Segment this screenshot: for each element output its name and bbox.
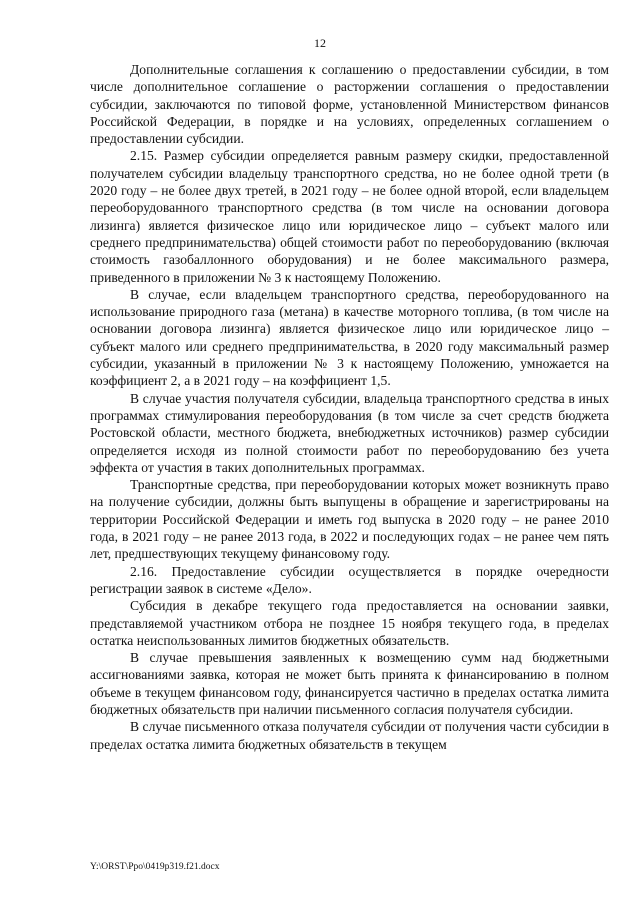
- file-path-footer: Y:\ORST\Ppo\0419p319.f21.docx: [90, 862, 220, 872]
- paragraph: В случае, если владельцем транспортного средства, переоборудованного на использование природного газа (метана) в качестве моторного топлива, (в том числе на основании договора лизинга) является физическое лицо или юридическое лицо – субъект малого или среднего предпринимательства, в 2020 году максимальный размер субсидии, указанный в приложении № 3 к настоящему Положению, умножается на коэффициент 2, а в 2021 году – на коэффициент 1,5.: [90, 286, 609, 389]
- paragraph: 2.16. Предоставление субсидии осуществляется в порядке очередности регистрации заявок в системе «Дело».: [90, 563, 609, 596]
- paragraph: В случае участия получателя субсидии, владельца транспортного средства в иных программах стимулирования переоборудования (в том числе за счет средств бюджета Ростовской области, местного бюджета, внебюджетных источников) размер субсидии определяется исходя из полной стоимости работ по переоборудованию без учета эффекта от участия в таких дополнительных программах.: [90, 390, 609, 475]
- paragraph: 2.15. Размер субсидии определяется равным размеру скидки, предоставленной получателем субсидии владельцу транспортного средства, но не более одной трети (в 2020 году – не более двух третей, в 2021 году – не более одной второй, если владельцем переоборудованного транспортного средства (в том числе на основании договора лизинга) является физическое лицо или юридическое лицо – субъект малого или среднего предпринимательства) общей стоимости работ по переоборудованию (включая стоимость газобаллонного оборудования) и не более максимального размера, приведенного в приложении № 3 к настоящему Положению.: [90, 148, 609, 285]
- paragraph: Транспортные средства, при переоборудовании которых может возникнуть право на получение субсидии, должны быть выпущены в обращение и зарегистрированы на территории Российской Федерации и иметь год выпуска в 2020 году – не ранее 2010 года, в 2021 году – не ранее 2013 года, в 2022 и последующих годах – не ранее чем пять лет, предшествующих текущему финансовому году.: [90, 477, 609, 562]
- paragraph: В случае превышения заявленных к возмещению сумм над бюджетными ассигнованиями заявка, которая не может быть принята к финансированию в полном объеме в текущем финансовом году, финансируется частично в пределах остатка лимита бюджетных обязательств при наличии письменного согласия получателя субсидии.: [90, 650, 609, 717]
- document-body: [90, 61, 609, 753]
- paragraph: Дополнительные соглашения к соглашению о предоставлении субсидии, в том числе дополнительное соглашение о расторжении соглашения о предоставлении субсидии, заключаются по типовой форме, установленной Министерством финансов Российской Федерации, в порядке и на условиях, определенных соглашением о предоставлении субсидии.: [90, 62, 609, 147]
- paragraph: Субсидия в декабре текущего года предоставляется на основании заявки, представляемой участником отбора не позднее 15 ноября текущего года, в пределах остатка неиспользованных лимитов бюджетных обязательств.: [90, 598, 609, 648]
- paragraph: В случае письменного отказа получателя субсидии от получения части субсидии в пределах остатка лимита бюджетных обязательств в текущем: [90, 719, 609, 752]
- page-number: 12: [314, 36, 326, 50]
